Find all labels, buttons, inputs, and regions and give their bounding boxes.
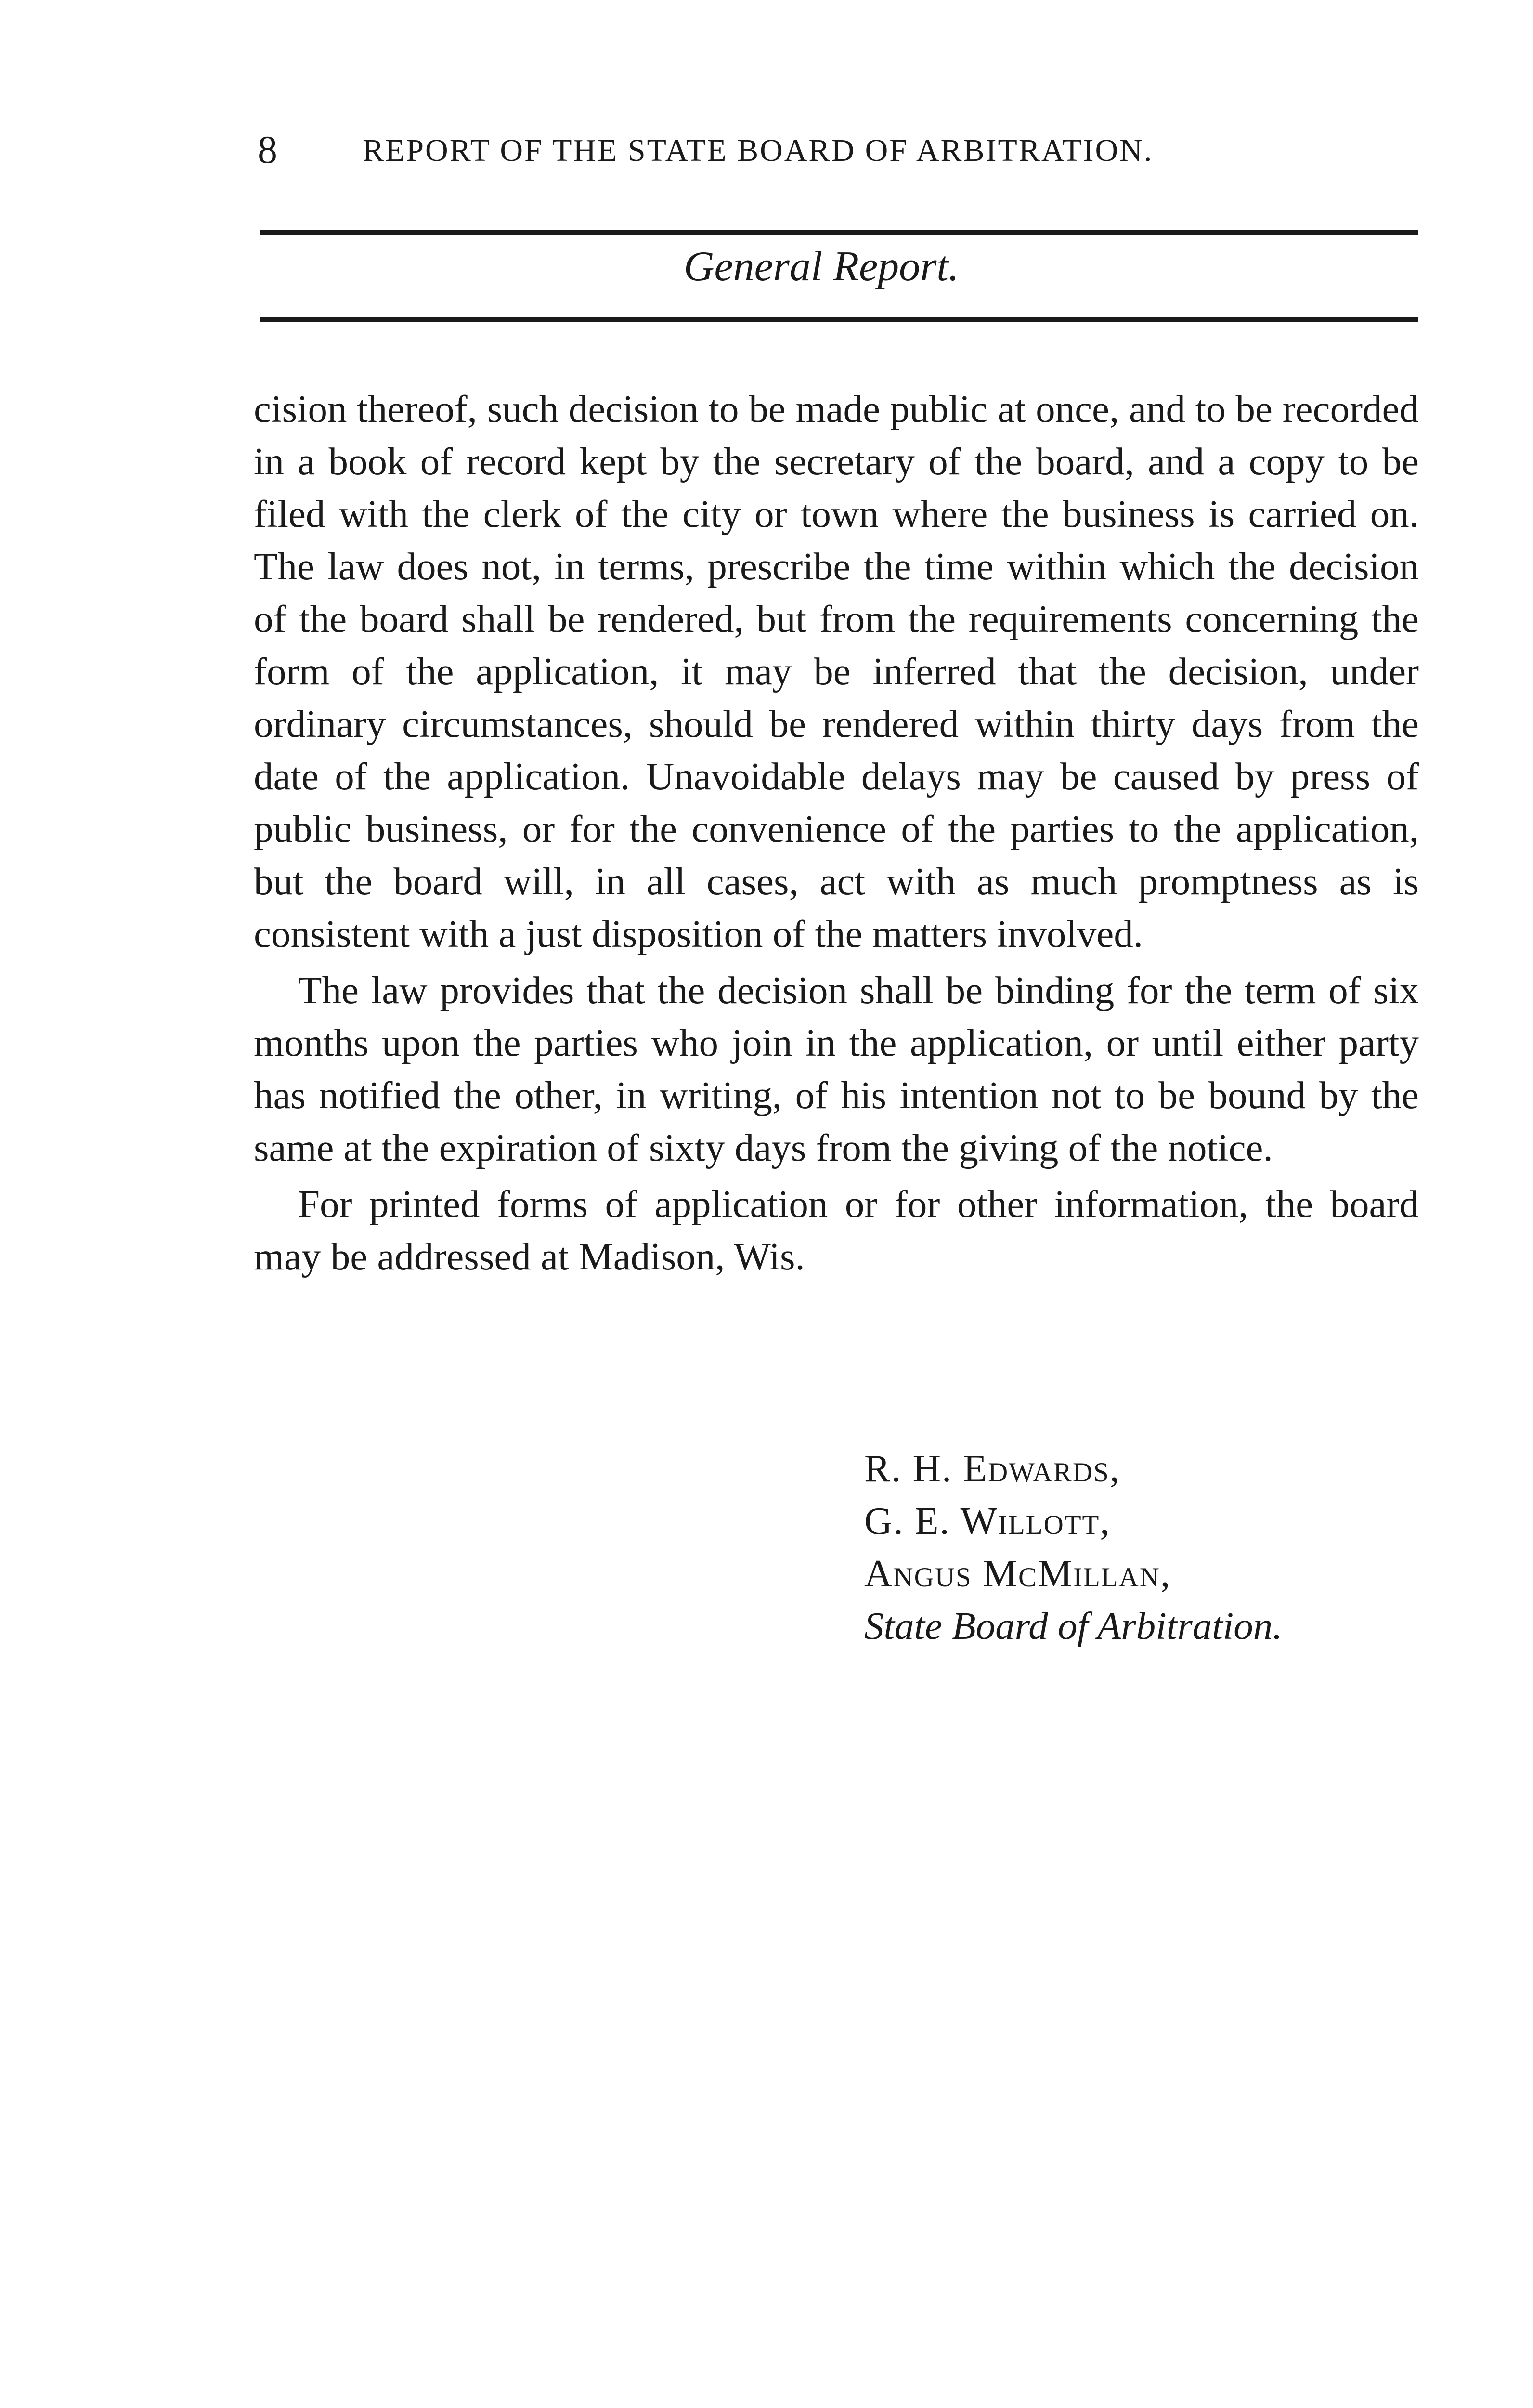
signatory-role: State Board of Arbitration. <box>864 1604 1283 1648</box>
running-head: REPORT OF THE STATE BOARD OF ARBITRATION. <box>363 133 1154 168</box>
section-title: General Report. <box>684 243 959 290</box>
signatory-edwards: R. H. Edwards, <box>864 1447 1120 1490</box>
header-rule-bottom <box>260 317 1418 322</box>
paragraph-1: cision thereof, such decision to be made public at once, and to be recorded in a book of record kept by the secretary of the board, and a copy to be filed with the clerk of the city or town where the business is carried on. The law does not, in terms, prescribe the time within which the decision of the board shall be rendered, but from the requirements concerning the form of the application, it may be inferred that the decision, under ordinary circumstances, should be rendered within thirty days from the date of the application. Unavoidable delays may be caused by press of public business, or for the convenience of the parties to the application, but the board will, in all cases, act with as much promptness as is consistent with a just disposition of the matters involved. <box>254 387 1419 955</box>
signature-block <box>864 1442 1413 1652</box>
header-rule-top <box>260 230 1418 235</box>
signatory-willott: G. E. Willott, <box>864 1499 1111 1543</box>
page-header <box>258 120 1418 173</box>
paragraph-3: For printed forms of application or for other information, the board may be addressed at Madison, Wis. <box>254 1182 1419 1278</box>
signatory-mcmillan: Angus McMillan, <box>864 1552 1171 1595</box>
body-text <box>254 383 1419 1283</box>
page-number: 8 <box>258 128 277 171</box>
paragraph-2: The law provides that the decision shall be binding for the term of six months upon the parties who join in the application, or until either party has notified the other, in writing, of his intention not to be bound by the same at the expiration of sixty days from the giving of the notice. <box>254 968 1419 1169</box>
